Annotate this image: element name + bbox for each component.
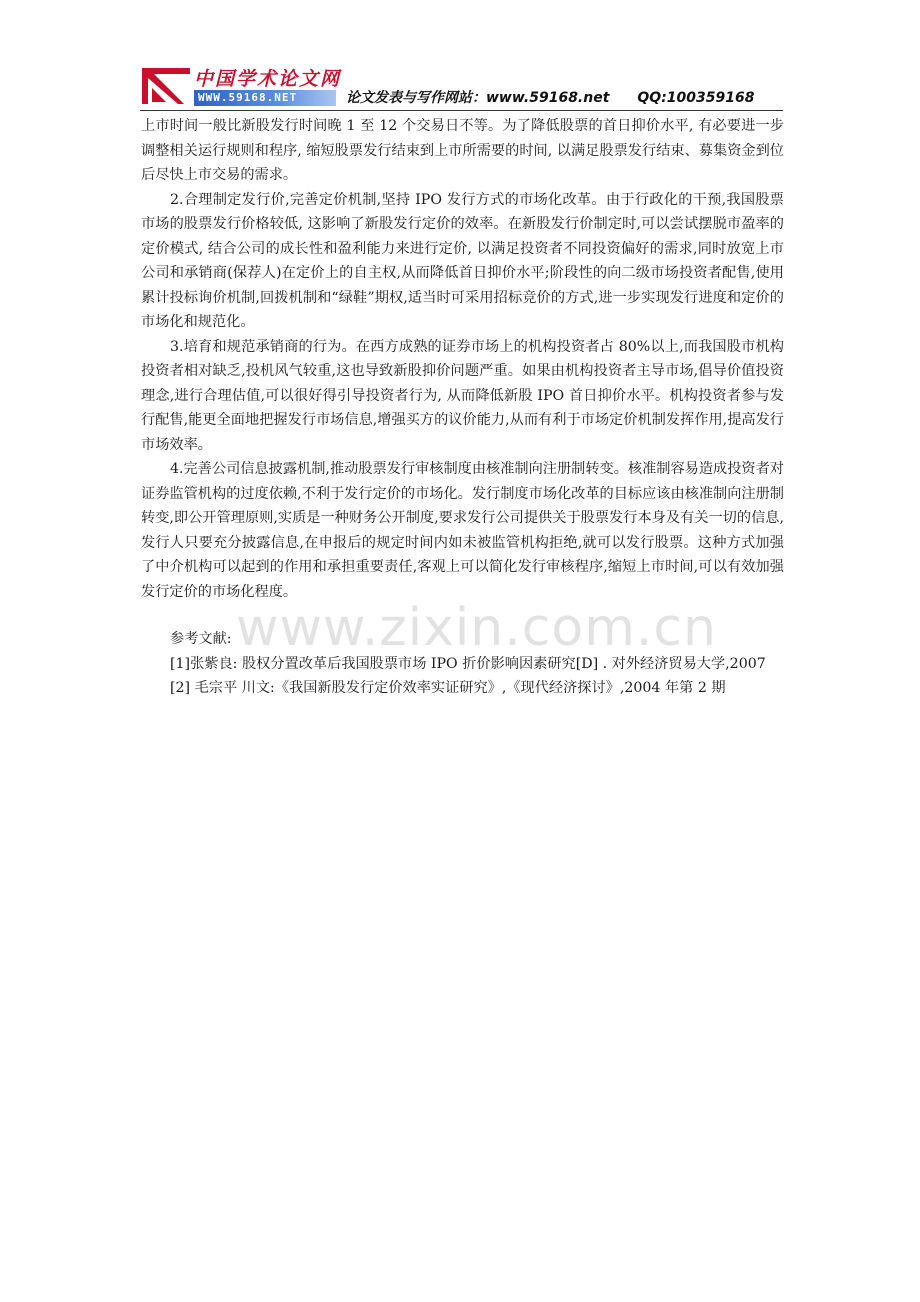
logo-mark-icon: [140, 64, 192, 108]
paragraph-continuation: 上市时间一般比新股发行时间晚 1 至 12 个交易日不等。为了降低股票的首日抑价水平, 有必要进一步调整相关运行规则和程序, 缩短股票发行结束到上市所需要的时间, 以满足股票发行结束、募集资金到位后尽快上市交易的需求。: [141, 118, 784, 183]
paragraph-item-3: 3.培育和规范承销商的行为。在西方成熟的证券市场上的机构投资者占 80%以上,而我国股市机构投资者相对缺乏,投机风气较重,这也导致新股抑价问题严重。如果由机构投资者主导市场,倡导价值投资理念,进行合理估值,可以很好得引导投资者行为, 从而降低新股 IPO 首日抑价水平。机构投资者参与发行配售,能更全面地把握发行市场信息,增强买方的议价能力,从而有利于市场定价机制发挥作用,提高发行市场效率。: [141, 338, 784, 453]
qq-number: QQ:100359168: [637, 90, 755, 106]
watermark: www.zixin.com.cn: [236, 598, 717, 658]
references-title: 参考文献:: [170, 631, 232, 647]
site-info: [346, 87, 754, 107]
reference-item-1: [1]张紫良: 股权分置改革后我国股票市场 IPO 折价影响因素研究[D] . 对外经济贸易大学,2007: [170, 655, 766, 672]
header-divider: [140, 110, 783, 111]
site-label[interactable]: 论文发表与写作网站：www.59168.net: [346, 90, 610, 106]
reference-item-2: [2] 毛宗平 川文:《我国新股发行定价效率实证研究》,《现代经济探讨》,2004 年第 2 期: [170, 680, 726, 696]
logo-title: 中国学术论文网: [194, 68, 342, 90]
site-logo[interactable]: [140, 62, 340, 110]
paragraph-item-4: 4.完善公司信息披露机制,推动股票发行审核制度由核准制向注册制转变。核准制容易造成投资者对证券监管机构的过度依赖,不利于发行定价的市场化。发行制度市场化改革的目标应该由核准制向注册制转变,即公开管理原则,实质是一种财务公开制度,要求发行公司提供关于股票发行本身及有关一切的信息,发行人只要充分披露信息,在申报后的规定时间内如未被监管机构拒绝,就可以发行股票。这种方式加强了中介机构可以起到的作用和承担重要责任,客观上可以简化发行审核程序,缩短上市时间,可以有效加强发行定价的市场化程度。: [141, 461, 784, 600]
paragraph-item-2: 2.合理制定发行价,完善定价机制,坚持 IPO 发行方式的市场化改革。由于行政化的干预,我国股票市场的股票发行价格较低, 这影响了新股发行定价的效率。在新股发行价制定时,可以尝试摆脱市盈率的定价模式, 结合公司的成长性和盈利能力来进行定价, 以满足投资者不同投资偏好的需求,同时放宽上市公司和承销商(保荐人)在定价上的自主权,从而降低首日抑价水平;阶段性的向二级市场投资者配售,使用累计投标询价机制,回拨机制和“绿鞋”期权,适当时可采用招标竞价的方式,进一步实现发行进度和定价的市场化和规范化。: [141, 191, 784, 330]
article-body: [141, 114, 784, 701]
logo-url: WWW.59168.NET: [198, 91, 298, 104]
page-header: [140, 62, 783, 112]
